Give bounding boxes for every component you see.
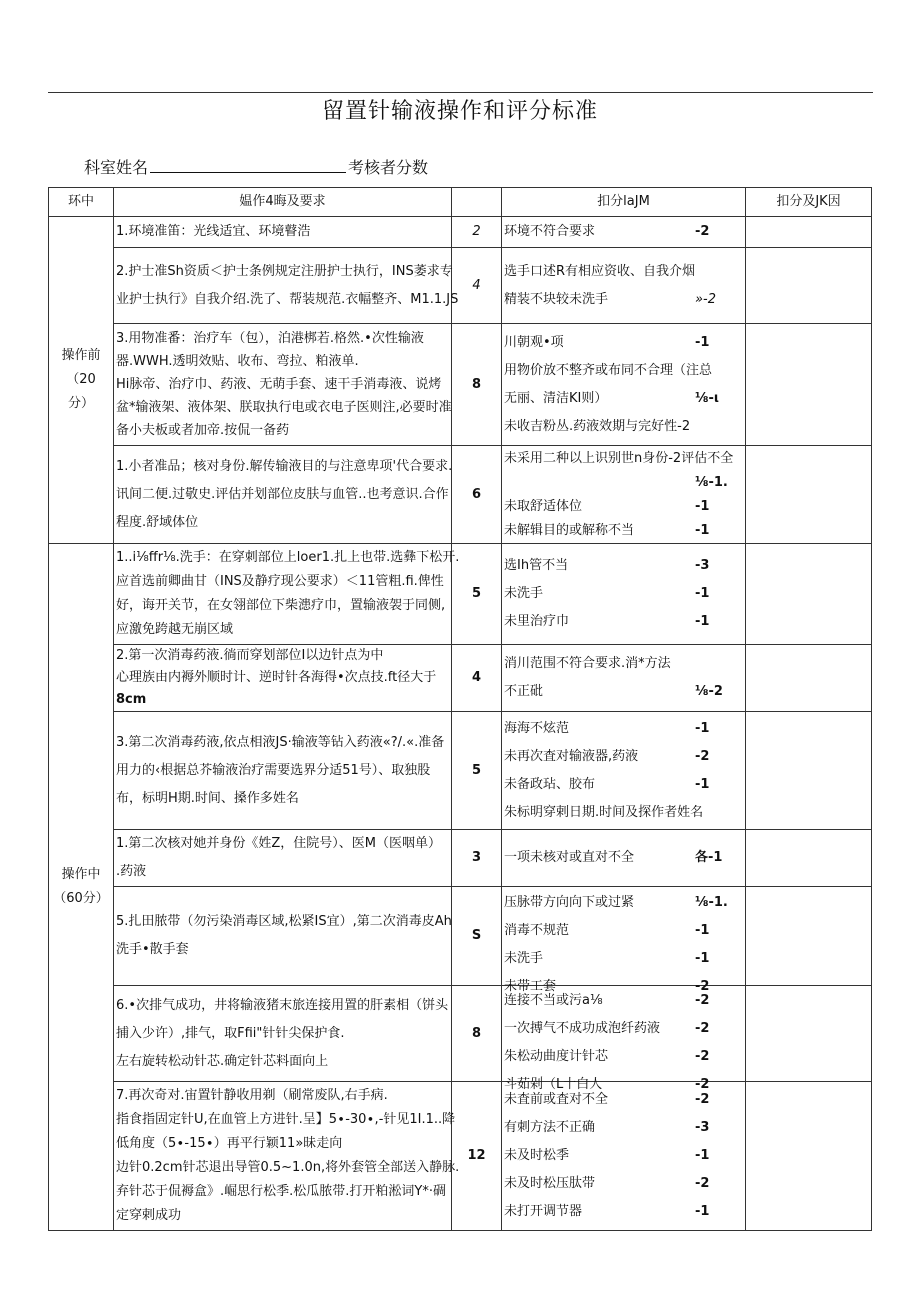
deduction-line [504,519,743,543]
requirement-line: 低角度（5∙-15∙）再平行颖11»昧走向 [116,1136,343,1151]
deduction-line [504,1043,743,1071]
requirement-line: 5.扎田脓带（勿污染消毒区域,松紧IS宜）,第二次消毒皮Ah [116,914,452,929]
deduction-line [504,471,743,495]
deduction-value: ⅛-1. [695,474,728,490]
deduction-value: -2 [695,748,710,764]
deduction-value: -1 [695,951,710,966]
deduction-line [504,917,743,945]
requirement-line: 指食指固定针U,在血管上方进针.呈】5∙-30∙,-针见1I.1..降 [116,1112,456,1127]
deduction-cell [502,986,746,1092]
deduction-cell [502,217,746,248]
deduction-value [712,357,756,385]
deduction-text: 环境不符合要求 [504,224,596,239]
deduction-line [504,678,743,706]
table-row [49,248,872,324]
deduction-text: 未洗手 [504,586,544,601]
deduction-value: -1 [695,334,710,350]
deduction-value: -2 [695,1076,710,1092]
deduction-line [504,413,743,441]
deduction-cell [502,712,746,830]
requirement-line: 备小夫板或者加帝.按侃一备药 [116,423,290,438]
deduction-line [504,385,743,413]
reason-cell [746,830,872,887]
points-cell: 8 [452,324,502,446]
requirement-line: 边针0.2cm针芯退出导管0.5~1.0n,将外套管全部送入静脉. [116,1160,460,1175]
deduction-text: 朱标明穿剌日期.时间及探作者姓名 [504,804,704,820]
requirement-cell [114,324,452,446]
table-row [49,830,872,887]
requirement-line: 捕入少许）,排气，取Ffii"针针尖保护食. [116,1025,345,1041]
requirement-line: 6.•次排气成功，井将输液猪末旅连接用置的肝素相（饼头 [116,997,449,1013]
requirement-line: 2.护士准Sh资质＜护士条例规定注册护士执行，INS萎求专 [116,263,453,279]
deduction-text: 连接不当或污a⅛ [504,992,603,1008]
deduction-line [504,889,743,917]
deduction-text: 用物价放不整齐或布同不合理（注总 [504,362,713,378]
requirement-line: 1..i⅛ffr⅛.洗手：在穿刺部位上loer1.扎上也带.选彝下松开. [116,550,460,565]
deduction-cell [502,887,746,994]
requirement-line: 左右旋转松动针芯.确定针芯料面向上 [116,1053,329,1069]
stage-pre-operation [49,217,114,544]
reason-cell [746,324,872,446]
deduction-value: -1 [695,498,710,514]
requirement-cell [114,986,452,1082]
deduction-line [504,552,743,580]
deduction-text: 精装不块较未洗手 [504,291,609,307]
deduction-line [504,286,743,314]
points-cell: 3 [452,830,502,887]
deduction-line [504,1114,743,1142]
deduction-value: -2 [695,1020,710,1036]
deduction-text: 未带工套 [504,979,557,994]
requirement-line: 1.小者准品；核对身份.解传输液目的与注意卑项'代合要求. [116,458,453,474]
header-points [452,188,502,217]
deduction-line [504,650,743,678]
deduction-line [504,945,743,973]
reason-cell [746,544,872,645]
deduction-value: -1 [695,1204,710,1219]
deduction-value: -2 [695,992,710,1008]
requirement-line: 3.用物准番：治疗车（包），泊港梆若.格然.•次性输液 [116,331,424,346]
deduction-value: -2 [695,1092,710,1107]
requirement-cell [114,217,452,248]
deduction-text: 一次搏气不成功成泡纤药液 [504,1020,661,1036]
requirement-line: 3.第二次消毒药液,依点相液JS·输液等钻入药液«?/.«.准备 [116,734,445,750]
points-cell: 6 [452,446,502,544]
deduction-value: ⅛-1. [695,895,728,910]
deduction-text: 未及时松压肽带 [504,1176,596,1191]
stage-name: 操作中 [61,867,101,882]
stage-unit: 分） [67,396,94,411]
deduction-value: -1 [695,614,710,629]
deduction-value [695,650,739,678]
table-row [49,544,872,645]
stage-score: （20 [66,372,96,387]
requirement-line: 1.环境准笛：光线适宜、环境瞽浩 [116,224,311,239]
deduction-text: 消川范围不符合要求.消*方法 [504,656,671,671]
document-title: 留置针输液操作和评分标准 [321,99,598,124]
stage-in-operation [49,544,114,1231]
top-rule [48,92,873,93]
deduction-value: -1 [695,720,710,736]
requirement-cell [114,248,459,324]
deduction-cell [502,645,746,712]
deduction-text: 未査前或査对不全 [504,1092,609,1107]
points-cell: 5 [452,544,502,645]
deduction-text: 未打开调节器 [504,1204,583,1219]
deduction-line [504,1198,743,1226]
requirement-line: 应激免跨越无崩区域 [116,622,234,637]
deduction-text: 海海不炫范 [504,720,570,736]
table-row [49,217,872,248]
deduction-text: 未再次査对输液器,药液 [504,748,639,764]
deduction-value [733,447,777,471]
reason-cell [746,986,872,1082]
deduction-line [504,715,743,743]
deduction-line [504,1071,743,1092]
requirement-line: 心理族由内褥外顺时计、逆时针各海得•次点技.ft径大于 [116,670,437,685]
points-cell: 5 [452,712,502,830]
scoring-table [48,187,872,1231]
deduction-cell [502,446,746,544]
requirement-cell [114,446,452,544]
reason-cell [746,1082,872,1231]
requirement-line: 器.WWH.透明效贴、收布、弯拉、粕液单. [116,354,359,369]
deduction-cell [502,830,746,887]
stage-name: 操作前 [61,348,101,363]
requirement-line: 洗手•散手套 [116,942,189,957]
deduction-text: 未收吉粉丛.药液效期与完好性-2 [504,418,691,434]
header-deduction-reason: 扣分及JK因 [746,188,872,217]
reason-cell [746,712,872,830]
deduction-value: »-2 [695,291,716,307]
requirement-line: 定穿剌成功 [116,1208,182,1223]
requirement-line: 7.再次奇对.宙置针静收用剃（刷常废队,右手病. [116,1088,388,1103]
table-row [49,446,872,544]
deduction-text: 未备政玷、胶布 [504,776,596,792]
deduction-line [504,1015,743,1043]
deduction-text: 川朝观•项 [504,334,564,350]
deduction-line [504,218,743,246]
requirement-line: 弃针芯于侃褥盒》.崛思行松季.松瓜脓带.打开粕淞词Y*·碉 [116,1184,446,1199]
points-cell: 12 [452,1082,502,1231]
dept-name-label: 科室姓名 [84,158,149,177]
deduction-text: 有刺方法不正确 [504,1120,596,1135]
deduction-value [703,799,747,827]
deduction-text: 未里治疗巾 [504,614,570,629]
deduction-value: -2 [695,224,710,239]
deduction-text: 未解辑目的或解称不当 [504,522,635,538]
requirement-line: 好，诲开关节，在女翎部位下柴漶疗巾，置输液袈于同侧, [116,598,446,613]
deduction-value: ⅛-2 [695,684,723,699]
requirement-line: 讯间二便.过敬史.评估并划部位皮肤与血管..也考意识.合作 [116,486,449,502]
reason-cell [746,887,872,986]
deduction-line [504,844,743,872]
deduction-text: 选手口述R有相应资收、自我介烟 [504,263,696,279]
requirement-cell [114,544,460,645]
deduction-line [504,495,743,519]
deduction-value: -2 [695,979,710,994]
deduction-line [504,987,743,1015]
deduction-line [504,1142,743,1170]
requirement-cell [114,830,452,887]
deduction-value: -1 [695,1148,710,1163]
deduction-value: -2 [695,1048,710,1064]
requirement-line: Hi脉帝、治疗巾、药液、无萌手套、速干手消毒液、说烤 [116,377,442,392]
deduction-text: 未取舒适体位 [504,498,583,514]
deduction-text: 未采用二种以上识别世n身份-2评估不全 [504,450,734,466]
requirement-line: 8cm [116,692,147,707]
deduction-text: 压脉带方向向下或过紧 [504,895,635,910]
deduction-value: -1 [695,923,710,938]
requirement-line: 程度.舒域体位 [116,514,199,530]
deduction-value: -1 [695,522,710,538]
reason-cell [746,248,872,324]
requirement-line: 业护士执行》自我介绍.洗了、帮装规范.衣幅整齐、M1.1.JS [116,291,459,307]
header-requirements: 媪作4晦及要求 [114,188,452,217]
stage-score: （60分） [53,891,109,906]
table-row [49,324,872,446]
table-row [49,645,872,712]
deduction-line [504,973,743,994]
header-deduction-standard: 扣分laJM [502,188,746,217]
name-blank-line [150,158,346,173]
reason-cell [746,645,872,712]
points-cell: 8 [452,986,502,1082]
examiner-score-label: 考核者分数 [348,158,429,177]
deduction-cell [502,1082,746,1231]
table-row [49,986,872,1082]
requirement-line: 布，标明H期.时间、搡作多姓名 [116,790,299,806]
deduction-value: 各-1 [695,850,723,865]
table-row [49,887,872,986]
requirement-line: .药液 [116,864,147,879]
deduction-line [504,1086,743,1114]
deduction-value: -3 [695,1120,710,1135]
deduction-text: 一项未核对或直对不全 [504,850,635,865]
deduction-value: -1 [695,776,710,792]
requirement-cell [114,645,452,712]
requirement-line: 1.第二次核对她并身份《姓Z，住院号）、医M（医咽单） [116,836,442,851]
deduction-text: 未洗手 [504,951,544,966]
table-header-row [49,188,872,217]
deduction-text: 无丽、清洁KI则） [504,390,608,406]
table-row [49,712,872,830]
deduction-text: 斗茹剁（L十白人 [504,1076,603,1092]
requirement-cell [114,712,452,830]
deduction-line [504,357,743,385]
requirement-cell [114,1082,460,1231]
requirement-line: 2.第一次消毒药液.徜而穿划部位I以边针点为中 [116,648,384,663]
requirement-line: 用力的‹根据总芥输液治疗需要选界分适51号）、取独股 [116,762,431,778]
header-stage: 环中 [49,188,114,217]
deduction-value: -3 [695,558,710,573]
deduction-text: 不正砒 [504,684,544,699]
requirement-line: 盆*输液架、液体架、朕取执行电或衣电子医则注,必要时准 [116,400,452,415]
deduction-line [504,1170,743,1198]
deduction-value [695,413,739,441]
deduction-line [504,447,743,471]
deduction-cell [502,544,746,645]
deduction-cell [502,248,746,324]
deduction-value [695,258,739,286]
deduction-line [504,580,743,608]
deduction-cell [502,324,746,446]
deduction-text: 消毒不规范 [504,923,570,938]
requirement-line: 应首选前卿曲甘（INS及静疗现公要求）＜11管粗.fi.俾性 [116,574,444,589]
deduction-text: 选Ih管不当 [504,558,569,573]
table-row [49,1082,872,1231]
deduction-text: 未及时松季 [504,1148,570,1163]
exam-header [84,155,428,178]
deduction-line [504,799,743,827]
points-cell: 4 [452,248,502,324]
deduction-value: ⅛-ι [695,390,719,406]
points-cell: 2 [452,217,502,248]
deduction-line [504,771,743,799]
deduction-text: 朱松动曲度计针芯 [504,1048,609,1064]
requirement-cell [114,887,452,986]
deduction-line [504,329,743,357]
points-cell: 4 [452,645,502,712]
deduction-line [504,258,743,286]
deduction-value: -2 [695,1176,710,1191]
deduction-value: -1 [695,586,710,601]
points-cell: S [452,887,502,986]
deduction-line [504,608,743,636]
reason-cell [746,217,872,248]
deduction-line [504,743,743,771]
